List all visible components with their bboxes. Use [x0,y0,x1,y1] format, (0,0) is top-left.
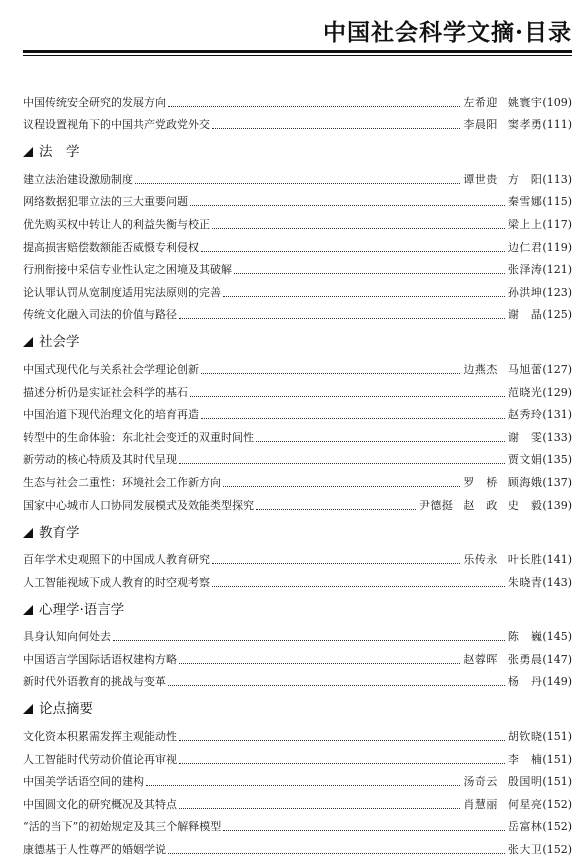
author-name: 边燕杰 [463,362,498,376]
author-name: 朱晓青 [507,575,543,589]
toc-entry[interactable] [23,111,572,134]
author-name: 范晓光 [507,385,543,399]
entry-authors [508,262,543,278]
entry-authors [508,842,543,858]
toc-entry[interactable] [23,768,572,791]
toc-entry[interactable] [23,301,572,324]
toc-section [23,331,572,513]
entry-title: 康德基于人性尊严的婚姻学说 [23,843,166,857]
entry-page-number: (127) [542,362,572,376]
author-name: 陈 巍 [507,630,543,644]
author-name: 李晨阳 [463,118,498,132]
entry-page-number: (125) [542,308,572,322]
author-name: 杨 丹 [507,675,543,689]
section-heading [23,331,572,354]
author-name: 谢 雯 [507,430,543,444]
dot-leader [179,763,505,764]
toc-entry[interactable] [23,188,572,211]
entry-authors [463,552,542,568]
entry-authors [508,307,543,323]
entry-page-number: (129) [542,385,572,399]
author-name: 窦孝勇 [507,118,543,132]
toc-entry[interactable] [23,668,572,691]
dot-leader [146,785,460,786]
section-heading-label: 社会学 [39,334,80,351]
entry-page-number: (111) [542,118,572,132]
dot-leader [256,509,416,510]
entry-title: 优先购买权中转让人的利益失衡与校正 [23,217,210,231]
entry-authors [419,498,543,514]
dot-leader [168,853,505,854]
entry-page-number: (152) [542,843,572,857]
author-name: 胡钦晓 [507,730,543,744]
author-name: 顾海娥 [507,475,543,489]
dot-leader [223,296,505,297]
section-heading [23,599,572,622]
toc-entry[interactable] [23,813,572,836]
author-name: 罗 桥 [463,475,498,489]
dot-leader [168,685,505,686]
entry-title: 新劳动的核心特质及其时代呈现 [23,453,177,467]
author-name: 汤奇云 [463,775,498,789]
toc-section [23,141,572,323]
entry-page-number: (152) [542,797,572,811]
toc-entry[interactable] [23,546,572,569]
toc-entry[interactable] [23,165,572,188]
entry-authors [463,362,542,378]
entry-authors [508,819,543,835]
toc-entry[interactable] [23,401,572,424]
entry-title: 国家中心城市人口协同发展模式及效能类型探究 [23,498,254,512]
author-name: 尹德挺 [418,498,454,512]
triangle-marker-icon [23,704,33,714]
dot-leader [201,251,505,252]
entry-page-number: (113) [542,172,572,186]
entry-authors [508,217,543,233]
toc-entry[interactable] [23,623,572,646]
triangle-marker-icon [23,147,33,157]
entry-authors [508,729,543,745]
toc-entry[interactable] [23,378,572,401]
entry-title: 提高损害赔偿数额能否威慑专利侵权 [23,240,199,254]
entry-page-number: (133) [542,430,572,444]
author-name: 方 阳 [507,172,543,186]
entry-authors [508,629,543,645]
entry-authors [508,285,543,301]
dot-leader [201,418,505,419]
toc-entry[interactable] [23,355,572,378]
author-name: 李 楠 [507,752,543,766]
entry-authors [463,475,542,491]
section-heading [23,698,572,721]
entry-page-number: (121) [542,263,572,277]
toc-entry[interactable] [23,835,572,858]
dot-leader [179,663,460,664]
dot-leader [212,128,460,129]
entry-page-number: (109) [542,95,572,109]
toc-entry[interactable] [23,210,572,233]
dot-leader [179,318,505,319]
author-name: 赵蓉晖 [463,652,498,666]
dot-leader [179,740,505,741]
section-heading-label: 法 学 [39,144,80,161]
toc-entry[interactable] [23,446,572,469]
dot-leader [201,373,460,374]
entry-title: 人工智能视域下成人教育的时空观考察 [23,575,210,589]
entry-title: 中国传统安全研究的发展方向 [23,95,166,109]
entry-title: 传统文化融入司法的价值与路径 [23,308,177,322]
toc-entry[interactable] [23,423,572,446]
entry-title: 具身认知向何处去 [23,630,111,644]
entry-page-number: (119) [542,240,572,254]
section-heading-label: 教育学 [39,524,80,541]
section-heading-label: 心理学·语言学 [39,601,125,618]
author-name: 赵 政 [463,498,498,512]
toc-entry[interactable] [23,256,572,279]
toc-section [23,88,572,133]
toc-entry[interactable] [23,722,572,745]
author-name: 岳富林 [507,820,543,834]
triangle-marker-icon [23,337,33,347]
entry-title: 人工智能时代劳动价值论再审视 [23,752,177,766]
entry-authors [463,117,542,133]
toc-entry[interactable] [23,645,572,668]
toc-entry[interactable] [23,278,572,301]
dot-leader [212,563,460,564]
entry-title: 中国语言学国际话语权建构方略 [23,652,177,666]
triangle-marker-icon [23,528,33,538]
dot-leader [212,586,505,587]
author-name: 谭世贵 [463,172,498,186]
author-name: 秦雪娜 [507,195,543,209]
author-name: 梁上上 [507,217,543,231]
entry-page-number: (131) [542,408,572,422]
dot-leader [256,441,505,442]
entry-title: 建立法治建设激励制度 [23,172,133,186]
entry-page-number: (145) [542,630,572,644]
header-rule-thick [23,50,572,53]
entry-page-number: (117) [542,217,572,231]
toc-entry[interactable] [23,468,572,491]
entry-title: 议程设置视角下的中国共产党政党外交 [23,118,210,132]
toc-entry[interactable] [23,745,572,768]
entry-title: 转型中的生命体验：东北社会变迁的双重时间性 [23,430,254,444]
toc-section [23,599,572,691]
author-name: 贾文娟 [507,453,543,467]
author-name: 张勇晨 [507,652,543,666]
toc-section [23,698,572,858]
toc-entry[interactable] [23,790,572,813]
header-rule-thin [23,55,572,56]
entry-authors [508,452,543,468]
triangle-marker-icon [23,605,33,615]
entry-page-number: (137) [542,475,572,489]
entry-title: 中国圆文化的研究概况及其特点 [23,797,177,811]
toc-section [23,522,572,591]
entry-page-number: (151) [542,752,572,766]
entry-title: 中国式现代化与关系社会学理论创新 [23,362,199,376]
entry-title: 新时代外语教育的挑战与变革 [23,675,166,689]
entry-title: “活的当下”的初始规定及其三个解释模型 [23,820,222,834]
entry-title: 描述分析仍是实证社会科学的基石 [23,385,188,399]
author-name: 左希迎 [463,95,498,109]
dot-leader [223,830,505,831]
author-name: 边仁君 [507,240,543,254]
dot-leader [190,396,505,397]
entry-title: 中国美学话语空间的建构 [23,775,144,789]
section-heading [23,522,572,545]
author-name: 乐传永 [463,553,498,567]
entry-authors [508,194,543,210]
entry-title: 百年学术史观照下的中国成人教育研究 [23,553,210,567]
entry-page-number: (151) [542,730,572,744]
entry-authors [508,674,543,690]
entry-title: 行刑衔接中采信专业性认定之困境及其破解 [23,263,232,277]
entry-authors [508,385,543,401]
author-name: 谢 晶 [507,308,543,322]
dot-leader [168,106,460,107]
entry-page-number: (149) [542,675,572,689]
entry-authors [463,652,542,668]
dot-leader [179,808,460,809]
entry-page-number: (147) [542,652,572,666]
entry-authors [508,430,543,446]
author-name: 孙洪坤 [507,285,543,299]
entry-page-number: (143) [542,575,572,589]
section-heading [23,141,572,164]
author-name: 姚寰宇 [507,95,543,109]
entry-title: 网络数据犯罪立法的三大重要问题 [23,195,188,209]
dot-leader [234,273,505,274]
entry-authors [508,752,543,768]
entry-page-number: (151) [542,775,572,789]
entry-authors [508,575,543,591]
entry-page-number: (141) [542,553,572,567]
entry-page-number: (152) [542,820,572,834]
entry-authors [463,95,542,111]
dot-leader [135,183,460,184]
entry-page-number: (139) [542,498,572,512]
dot-leader [190,205,505,206]
dot-leader [223,486,460,487]
entry-title: 中国治道下现代治理文化的培育再造 [23,408,199,422]
author-name: 叶长胜 [507,553,543,567]
author-name: 张泽涛 [507,263,543,277]
author-name: 张大卫 [507,843,543,857]
entry-page-number: (123) [542,285,572,299]
section-heading-label: 论点摘要 [39,701,93,718]
toc-entry[interactable] [23,88,572,111]
page-title: 中国社会科学文摘·目录 [322,19,572,46]
author-name: 殷国明 [507,775,543,789]
table-of-contents [23,88,572,858]
author-name: 史 毅 [507,498,543,512]
author-name: 肖慧丽 [463,797,498,811]
toc-entry[interactable] [23,491,572,514]
entry-title: 文化资本积累需发挥主观能动性 [23,730,177,744]
entry-authors [463,774,542,790]
entry-title: 生态与社会二重性：环境社会工作新方向 [23,475,221,489]
page-header [0,14,572,44]
entry-page-number: (135) [542,453,572,467]
entry-authors [508,407,543,423]
entry-authors [463,172,542,188]
dot-leader [212,228,505,229]
entry-page-number: (115) [542,195,572,209]
entry-authors [508,240,543,256]
author-name: 何星亮 [507,797,543,811]
toc-entry[interactable] [23,568,572,591]
toc-entry[interactable] [23,233,572,256]
entry-authors [463,797,542,813]
dot-leader [179,463,505,464]
author-name: 马旭蕾 [507,362,543,376]
dot-leader [113,640,505,641]
author-name: 赵秀玲 [507,408,543,422]
entry-title: 论认罪认罚从宽制度适用宪法原则的完善 [23,285,221,299]
